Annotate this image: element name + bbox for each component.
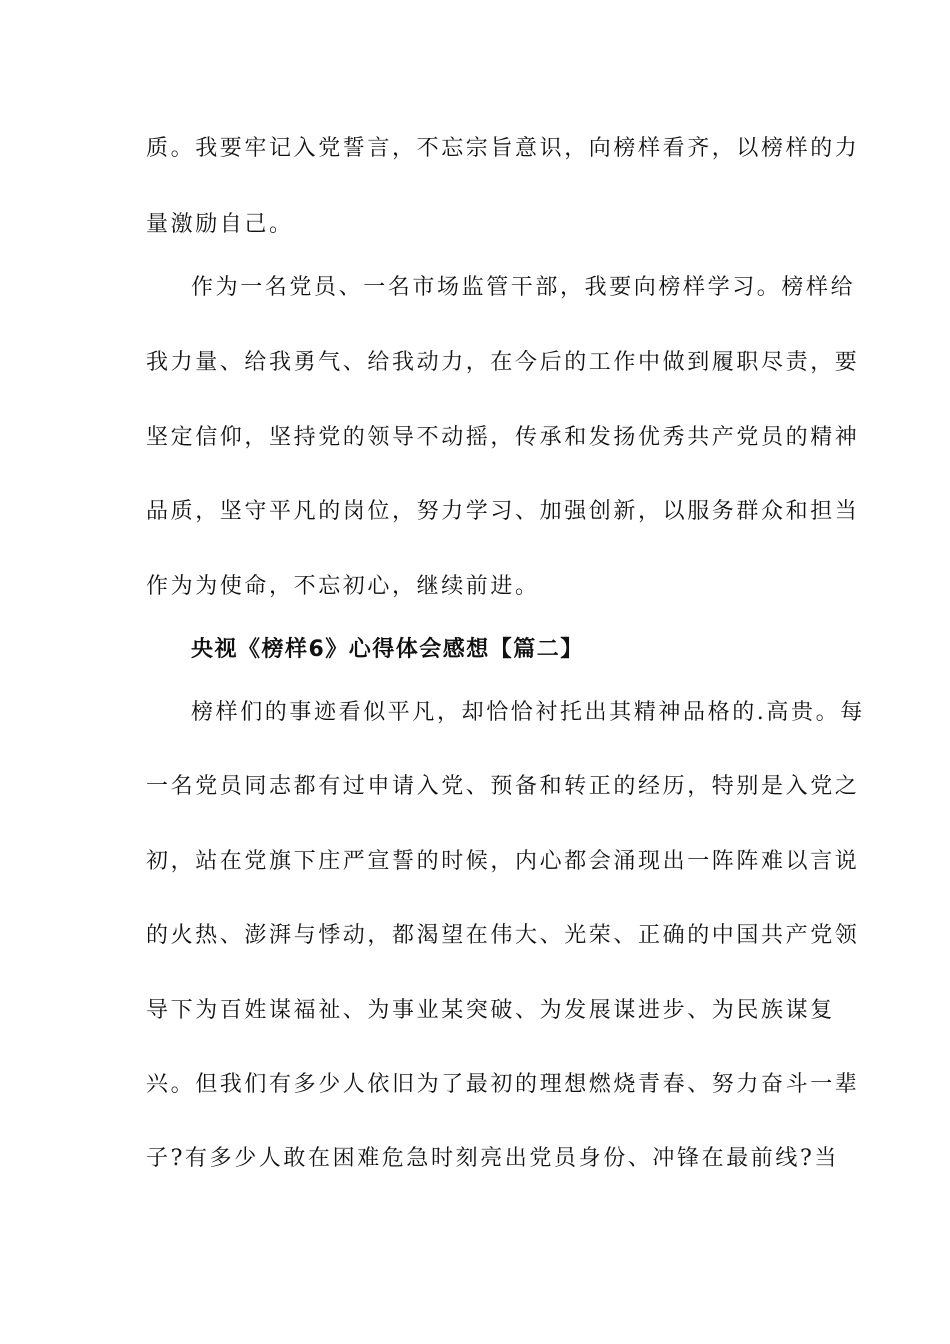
paragraph-line: 坚定信仰，坚持党的领导不动摇，传承和发扬优秀共产党员的精神	[146, 425, 860, 450]
paragraph-line: 作为一名党员、一名市场监管干部，我要向榜样学习。榜样给	[191, 275, 856, 300]
paragraph-line: 作为为使命，不忘初心，继续前进。	[146, 574, 540, 599]
paragraph-line: 量激励自己。	[146, 212, 294, 237]
paragraph-line: 的火热、澎湃与悸动，都渴望在伟大、光荣、正确的中国共产党领	[146, 923, 860, 948]
paragraph-line: 导下为百姓谋福祉、为事业某突破、为发展谋进步、为民族谋复	[146, 998, 835, 1023]
paragraph-line: 初，站在党旗下庄严宣誓的时候，内心都会涌现出一阵阵难以言说	[146, 849, 860, 874]
paragraph-line: 质。我要牢记入党誓言，不忘宗旨意识，向榜样看齐，以榜样的力	[146, 136, 860, 161]
paragraph-line: 榜样们的事迹看似平凡，却恰恰衬托出其精神品格的.高贵。每	[191, 700, 865, 725]
paragraph-line: 我力量、给我勇气、给我动力，在今后的工作中做到履职尽责，要	[146, 350, 860, 375]
paragraph-line: 兴。但我们有多少人依旧为了最初的理想燃烧青春、努力奋斗一辈	[146, 1072, 860, 1097]
paragraph-line: 子?有多少人敢在困难危急时刻亮出党员身份、冲锋在最前线?当	[146, 1146, 839, 1171]
paragraph-line: 品质，坚守平凡的岗位，努力学习、加强创新，以服务群众和担当	[146, 499, 860, 524]
section-heading: 央视《榜样6》心得体会感想【篇二】	[191, 637, 584, 662]
paragraph-line: 一名党员同志都有过申请入党、预备和转正的经历，特别是入党之	[146, 774, 860, 799]
